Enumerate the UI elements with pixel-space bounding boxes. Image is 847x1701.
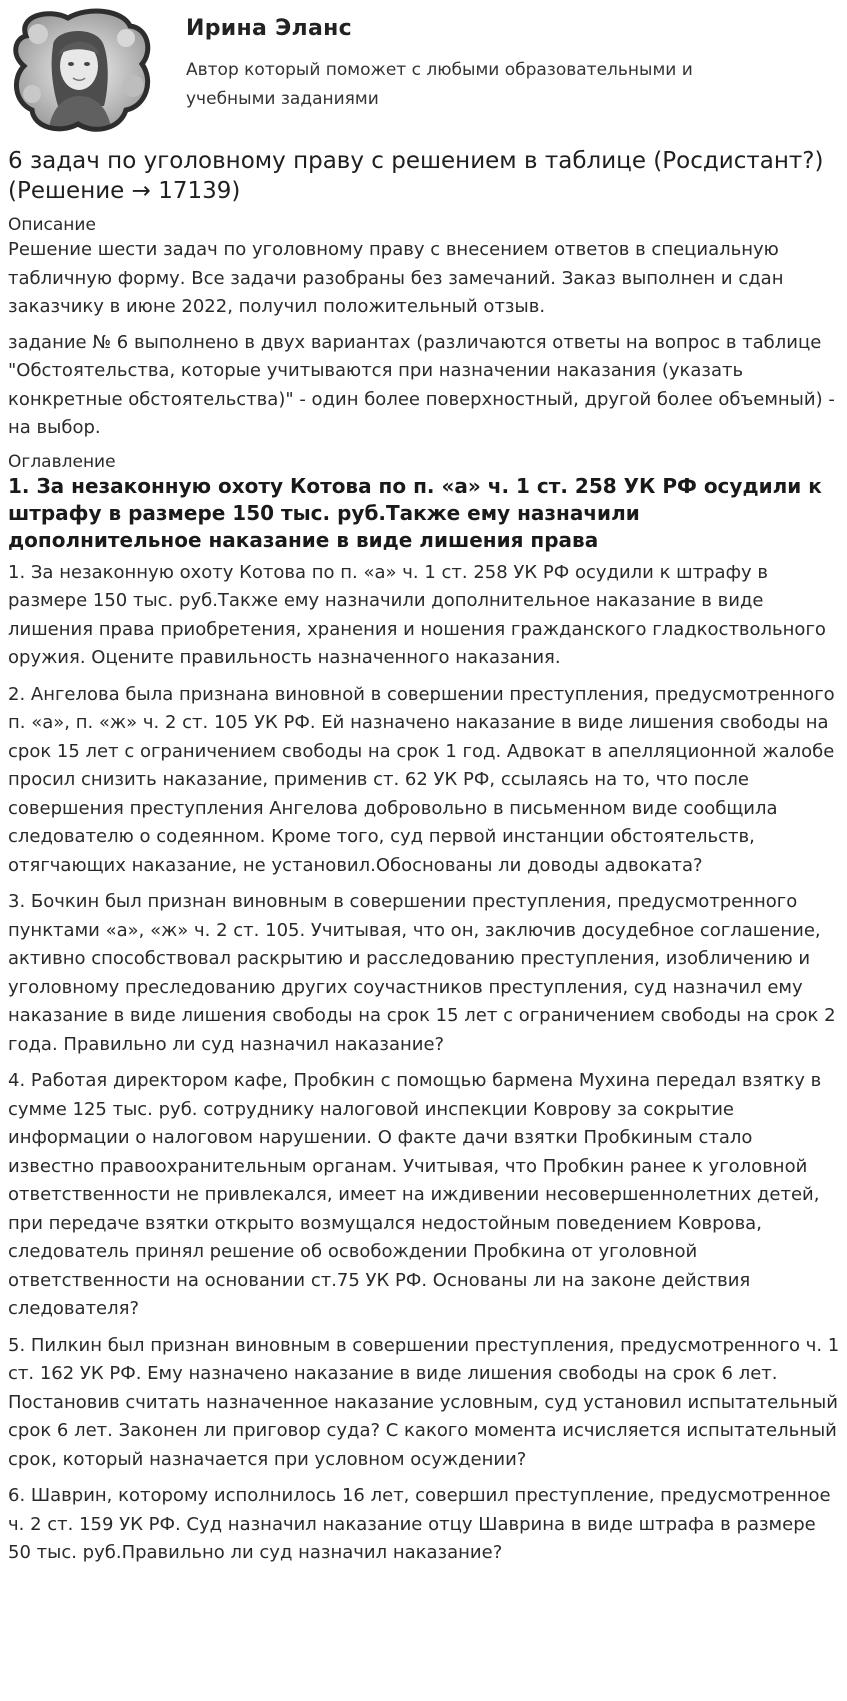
task-item: 5. Пилкин был признан виновным в совершении преступления, предусмотренного ч. 1 ст. 162 УК РФ. Ему назначено наказание в виде лишения свободы на срок 6 лет. Постановив считать назначенное наказание условным, суд установил испытательный срок 6 лет. Законен ли приговор суда? С какого момента исчисляется испытательный срок, который назначается при условном осуждении?: [8, 1334, 840, 1470]
author-card: [8, 6, 838, 138]
description-paragraph: Решение шести задач по уголовному праву с внесением ответов в специальную табличную форму. Все задачи разобраны без замечаний. Заказ выполнен и сдан заказчику в июне 2022, получил положительный отзыв.: [8, 239, 784, 317]
author-bio: Автор который поможет с любыми образовательными и учебными заданиями: [186, 60, 693, 109]
author-avatar[interactable]: [8, 6, 158, 136]
author-name[interactable]: Ирина Эланс: [186, 16, 352, 41]
description-label: Описание: [8, 215, 96, 235]
toc-label: Оглавление: [8, 451, 116, 472]
task-item: 6. Шаврин, которому исполнилось 16 лет, совершил преступление, предусмотренное ч. 2 ст. 159 УК РФ. Суд назначил наказание отцу Шаврина в виде штрафа в размере 50 тыс. руб.Правильно ли суд назначил наказание?: [8, 1485, 831, 1563]
work-content: [8, 146, 840, 1576]
toc-heading: 1. За незаконную охоту Котова по п. «а» ч. 1 ст. 258 УК РФ осудили к штрафу в размере 150 тыс. руб.Также ему назначили дополнительное наказание в виде лишения права: [8, 473, 822, 552]
task-item: 2. Ангелова была признана виновной в совершении преступления, предусмотренного п. «а», п. «ж» ч. 2 ст. 105 УК РФ. Ей назначено наказание в виде лишения свободы на срок 15 лет с ограничением свободы на срок 1 год. Адвокат в апелляционной жалобе просил снизить наказание, применив ст. 62 УК РФ, ссылаясь на то, что после совершения преступления Ангелова добровольно в письменном виде сообщила следователю о содеянном. Кроме того, суд первой инстанции обстоятельств, отягчающих наказание, не установил.Обоснованы ли доводы адвоката?: [8, 683, 835, 876]
task-item: 3. Бочкин был признан виновным в совершении преступления, предусмотренного пунктами «а», «ж» ч. 2 ст. 105. Учитывая, что он, заключив досудебное соглашение, активно способствовал раскрытию и расследованию преступления, изобличению и уголовному преследованию других соучастников преступления, суд назначил ему наказание в виде лишения свободы на срок 15 лет с ограничением свободы на срок 2 года. Правильно ли суд назначил наказание?: [8, 891, 836, 1055]
description-paragraph: задание № 6 выполнено в двух вариантах (различаются ответы на вопрос в таблице "Обстоятельства, которые учитываются при назначении наказания (указать конкретные обстоятельства)" - один более поверхностный, другой более объемный) - на выбор.: [8, 331, 835, 438]
task-item: 1. За незаконную охоту Котова по п. «а» ч. 1 ст. 258 УК РФ осудили к штрафу в размере 150 тыс. руб.Также ему назначили дополнительное наказание в виде лишения права приобретения, хранения и ношения гражданского гладкоствольного оружия. Оцените правильность назначенного наказания.: [8, 561, 826, 668]
page-title: 6 задач по уголовному праву с решением в таблице (Росдистант?) (Решение → 17139): [8, 148, 824, 204]
task-item: 4. Работая директором кафе, Пробкин с помощью бармена Мухина передал взятку в сумме 125 тыс. руб. сотруднику налоговой инспекции Коврову за сокрытие информации о налоговом нарушении. О факте дачи взятки Пробкиным стало известно правоохранительным органам. Учитывая, что Пробкин ранее к уголовной ответственности не привлекался, имеет на иждивении несовершеннолетних детей, при передаче взятки открыто возмущался недостойным поведением Коврова, следователь принял решение об освобождении Пробкина от уголовной ответственности на основании ст.75 УК РФ. Основаны ли на законе действия следователя?: [8, 1070, 822, 1319]
task-list: [8, 559, 840, 1568]
avatar-image: [8, 6, 158, 136]
